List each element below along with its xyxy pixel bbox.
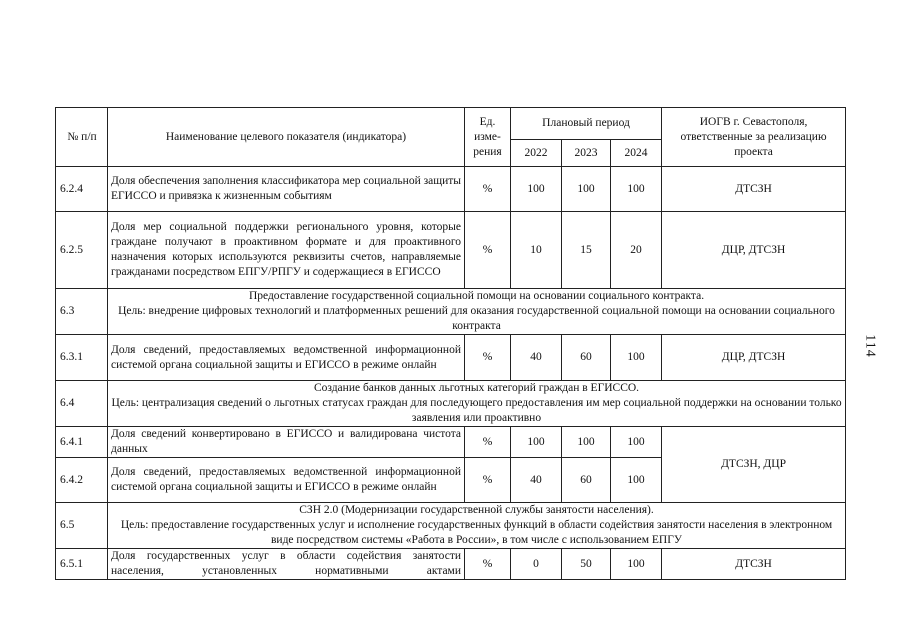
header-unit: Ед. изме- рения — [465, 108, 511, 167]
header-responsible: ИОГВ г. Севастополя, ответственные за реализацию проекта — [662, 108, 846, 167]
row-name: Доля сведений, предоставляемых ведомственной информационной системой органа социальной защиты и ЕГИССО в режиме онлайн — [108, 458, 465, 503]
row-unit: % — [465, 549, 511, 580]
row-name: Доля государственных услуг в области содействия занятости населения, установленных нормативными актами — [108, 549, 465, 580]
row-value-2022: 10 — [511, 212, 562, 289]
header-row — [56, 108, 846, 140]
header-year-2022: 2022 — [511, 140, 562, 167]
section-num: 6.4 — [56, 381, 108, 427]
row-value-2023: 100 — [562, 167, 611, 212]
section-goal: Цель: предоставление государственных услуг и исполнение государственных функций в области содействия занятости населения в электронном виде посредством системы «Работа в России», в том числе с использованием ЕПГУ — [120, 519, 833, 546]
section-row — [56, 381, 846, 427]
row-value-2024: 100 — [611, 549, 662, 580]
row-num: 6.2.4 — [56, 167, 108, 212]
section-goal: Цель: централизация сведений о льготных статусах граждан для последующего предоставления им мер социальной поддержки на основании только заявления или проактивно — [111, 397, 842, 424]
row-num: 6.3.1 — [56, 335, 108, 381]
row-value-2024: 100 — [611, 427, 662, 458]
row-name: Доля сведений конвертировано в ЕГИССО и валидирована чистота данных — [108, 427, 465, 458]
page-number: 114 — [862, 334, 878, 358]
row-num: 6.5.1 — [56, 549, 108, 580]
row-name: Доля обеспечения заполнения классификатора мер социальной защиты ЕГИССО и привязка к жизненным событиям — [108, 167, 465, 212]
row-value-2024: 20 — [611, 212, 662, 289]
table-row — [56, 549, 846, 580]
table-row — [56, 427, 846, 458]
header-num: № п/п — [56, 108, 108, 167]
row-unit: % — [465, 427, 511, 458]
row-value-2022: 0 — [511, 549, 562, 580]
row-name: Доля мер социальной поддержки регионального уровня, которые граждане получают в проактивном формате и для проактивного назначения которых используются реквизиты счетов, направляемые гражданами посредством ЕПГУ/РПГУ и содержащиеся в ЕГИССО — [108, 212, 465, 289]
row-value-2022: 100 — [511, 167, 562, 212]
section-num: 6.3 — [56, 289, 108, 335]
row-value-2023: 60 — [562, 458, 611, 503]
header-year-2023: 2023 — [562, 140, 611, 167]
table-row — [56, 167, 846, 212]
section-text — [108, 289, 846, 335]
row-value-2022: 40 — [511, 458, 562, 503]
row-value-2024: 100 — [611, 458, 662, 503]
row-responsible: ДТСЗН — [662, 549, 846, 580]
indicators-table — [55, 107, 846, 580]
section-num: 6.5 — [56, 503, 108, 549]
section-row — [56, 503, 846, 549]
row-value-2023: 60 — [562, 335, 611, 381]
row-responsible: ДЦР, ДТСЗН — [662, 335, 846, 381]
row-value-2023: 15 — [562, 212, 611, 289]
row-unit: % — [465, 212, 511, 289]
row-num: 6.2.5 — [56, 212, 108, 289]
row-value-2022: 40 — [511, 335, 562, 381]
row-name: Доля сведений, предоставляемых ведомственной информационной системой органа социальной защиты и ЕГИССО в режиме онлайн — [108, 335, 465, 381]
section-title: СЗН 2.0 (Модернизации государственной службы занятости населения). — [299, 504, 654, 516]
table-row — [56, 212, 846, 289]
row-responsible: ДЦР, ДТСЗН — [662, 212, 846, 289]
table-row — [56, 335, 846, 381]
header-year-2024: 2024 — [611, 140, 662, 167]
section-row — [56, 289, 846, 335]
section-title: Предоставление государственной социальной помощи на основании социального контракта. — [248, 290, 705, 302]
header-name: Наименование целевого показателя (индикатора) — [108, 108, 465, 167]
row-unit: % — [465, 167, 511, 212]
row-num: 6.4.1 — [56, 427, 108, 458]
row-value-2024: 100 — [611, 335, 662, 381]
row-unit: % — [465, 458, 511, 503]
row-num: 6.4.2 — [56, 458, 108, 503]
section-text — [108, 381, 846, 427]
row-value-2022: 100 — [511, 427, 562, 458]
row-value-2023: 100 — [562, 427, 611, 458]
row-responsible: ДТСЗН, ДЦР — [662, 427, 846, 503]
section-text — [108, 503, 846, 549]
section-title: Создание банков данных льготных категорий граждан в ЕГИССО. — [313, 382, 640, 394]
row-value-2023: 50 — [562, 549, 611, 580]
row-unit: % — [465, 335, 511, 381]
header-period: Плановый период — [511, 108, 662, 140]
row-responsible: ДТСЗН — [662, 167, 846, 212]
section-goal: Цель: внедрение цифровых технологий и платформенных решений для оказания государственной социальной помощи на основании социального контракта — [118, 305, 835, 332]
row-value-2024: 100 — [611, 167, 662, 212]
